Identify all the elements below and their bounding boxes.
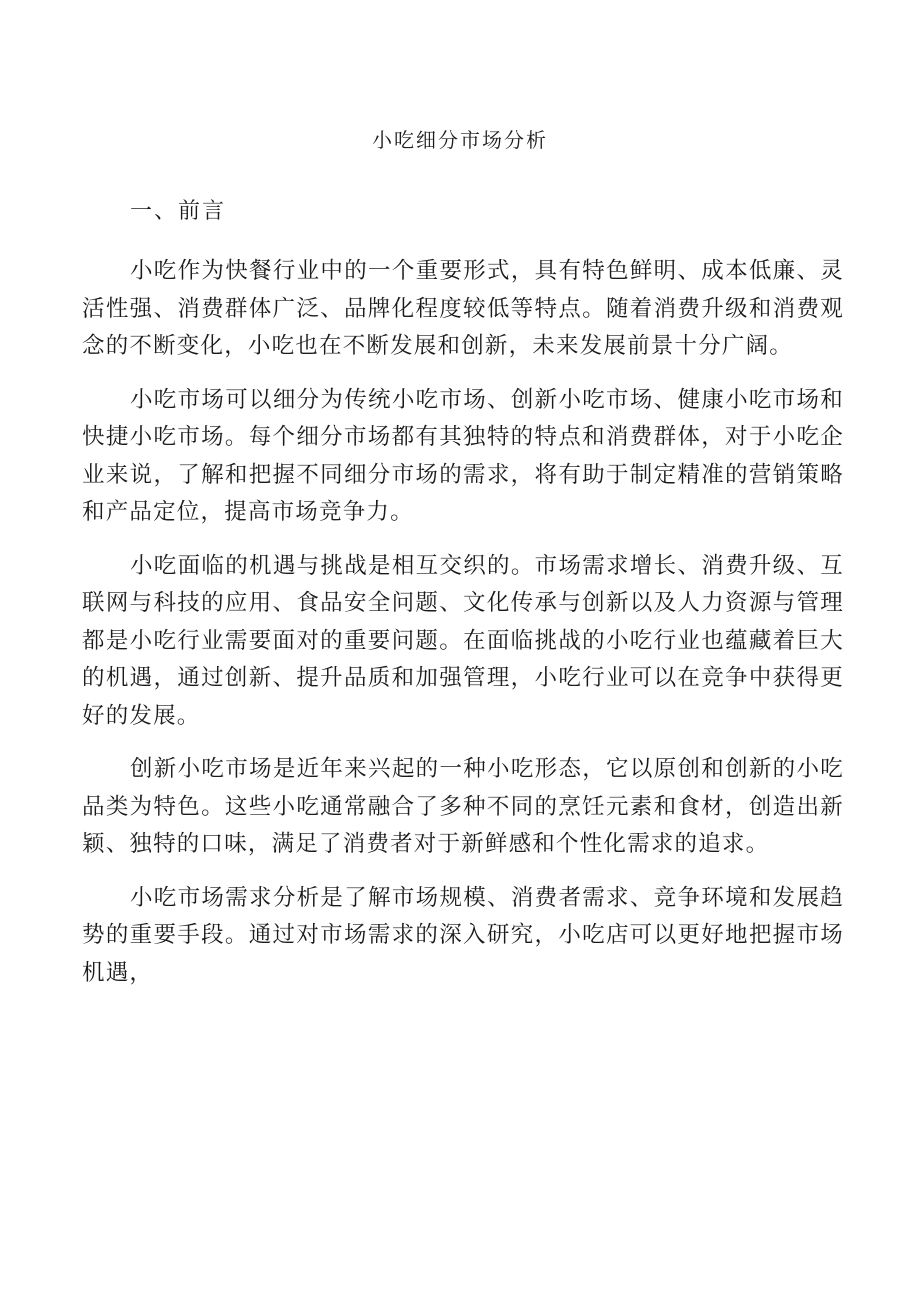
paragraph-1: 小吃作为快餐行业中的一个重要形式，具有特色鲜明、成本低廉、灵活性强、消费群体广泛、品牌化程度较低等特点。随着消费升级和消费观念的不断变化，小吃也在不断发展和创新，未来发展前景十分广阔。 [82, 258, 844, 359]
document-title: 小吃细分市场分析 [372, 128, 548, 152]
paragraph-3: 小吃面临的机遇与挑战是相互交织的。市场需求增长、消费升级、互联网与科技的应用、食品安全问题、文化传承与创新以及人力资源与管理都是小吃行业需要面对的重要问题。在面临挑战的小吃行业也蕴藏着巨大的机遇，通过创新、提升品质和加强管理，小吃行业可以在竞争中获得更好的发展。 [82, 552, 844, 729]
document-body [82, 253, 844, 1008]
section-heading: 一、前言 [130, 199, 227, 224]
paragraph-5: 小吃市场需求分析是了解市场规模、消费者需求、竞争环境和发展趋势的重要手段。通过对市场需求的深入研究，小吃店可以更好地把握市场机遇， [82, 884, 844, 986]
paragraph-2: 小吃市场可以细分为传统小吃市场、创新小吃市场、健康小吃市场和快捷小吃市场。每个细分市场都有其独特的特点和消费群体，对于小吃企业来说，了解和把握不同细分市场的需求，将有助于制定精准的营销策略和产品定位，提高市场竞争力。 [82, 386, 844, 525]
paragraph-4: 创新小吃市场是近年来兴起的一种小吃形态，它以原创和创新的小吃品类为特色。这些小吃通常融合了多种不同的烹饪元素和食材，创造出新颖、独特的口味，满足了消费者对于新鲜感和个性化需求的追求。 [82, 756, 844, 857]
